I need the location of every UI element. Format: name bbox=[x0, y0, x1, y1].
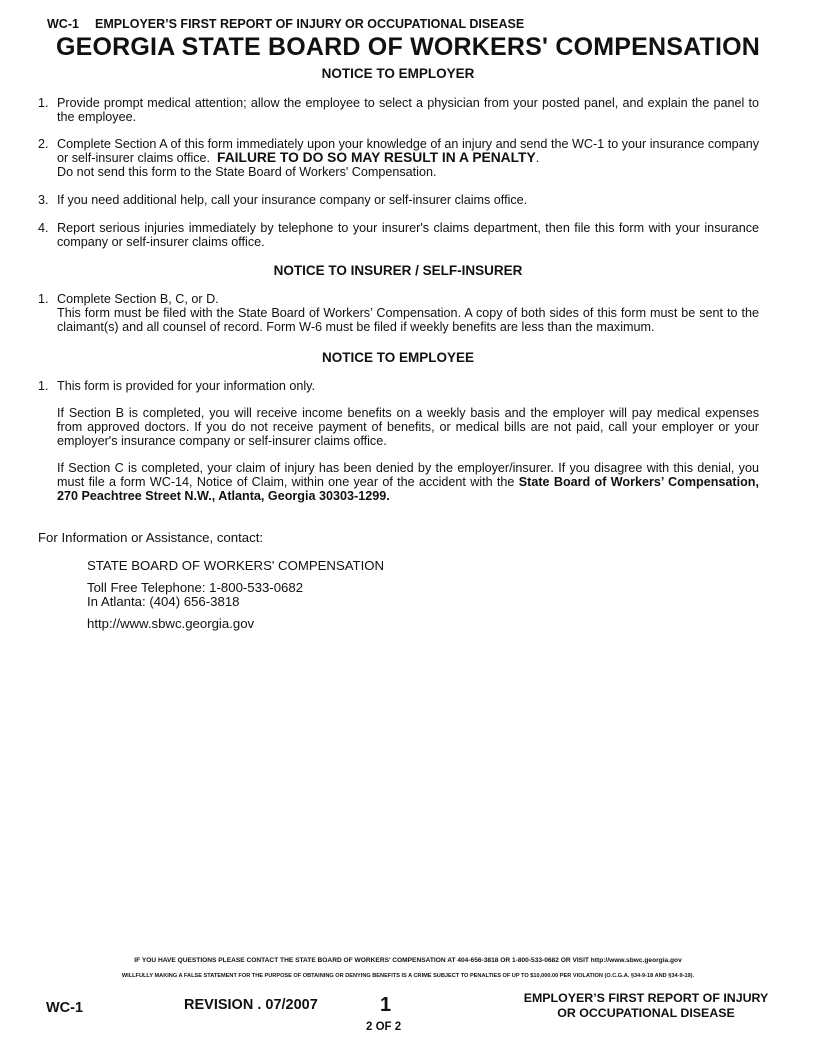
section-b-paragraph: If Section B is completed, you will receive income benefits on a weekly basis and the employer will pay medical expenses from approved doctors. If you do not receive payment of benefits, or medical bills are not paid, call your employer or your employer's insurance company or self-insurer claims office. bbox=[57, 406, 759, 448]
contact-atlanta: In Atlanta: (404) 656-3818 bbox=[87, 594, 240, 609]
form-code: WC-1 bbox=[47, 17, 79, 31]
item-number: 1. bbox=[38, 379, 49, 393]
item-number: 3. bbox=[38, 193, 49, 207]
item-text: If you need additional help, call your insurance company or self-insurer claims office. bbox=[57, 193, 528, 207]
item-number: 2. bbox=[38, 137, 49, 151]
section-c-text: If Section C is completed, your claim of injury has been denied by the employer/insurer. If you disagree with this denial, you must file a form WC-14, Notice of Claim, within one year of the accident with the bbox=[57, 461, 759, 489]
insurer-line-2: This form must be filed with the State Board of Workers’ Compensation. A copy of both sides of this form must be sent to the claimant(s) and all counsel of record. Form W-6 must be filed if weekly benefits are less than the maximum. bbox=[57, 306, 759, 334]
item-text-a: Complete Section A of this form immediately upon your knowledge of an injury and send the WC-1 to your insurance company or self-insurer claims office. bbox=[57, 137, 759, 165]
item-text bbox=[57, 292, 759, 334]
footer-revision: REVISION . 07/2007 bbox=[184, 997, 318, 1013]
item-number: 4. bbox=[38, 221, 49, 235]
board-address: State Board of Workers’ Compensation, 270 Peachtree Street N.W., Atlanta, Georgia 30303-1299. bbox=[57, 475, 759, 503]
footer-page-of: 2 OF 2 bbox=[366, 1021, 402, 1033]
footer-title-line-1: EMPLOYER’S FIRST REPORT OF INJURY bbox=[523, 991, 769, 1005]
penalty-warning: FAILURE TO DO SO MAY RESULT IN A PENALTY bbox=[217, 150, 536, 165]
item-text bbox=[57, 137, 759, 179]
item-number: 1. bbox=[38, 96, 49, 110]
questions-footnote: IF YOU HAVE QUESTIONS PLEASE CONTACT THE STATE BOARD OF WORKERS’ COMPENSATION AT 404-656-3818 OR 1-800-533-0682 OR VISIT http://www.sbwc.georgia.gov bbox=[134, 957, 682, 964]
footer-page-number: 1 bbox=[380, 994, 392, 1016]
insurer-notice-heading: NOTICE TO INSURER / SELF-INSURER bbox=[273, 263, 523, 278]
agency-title: GEORGIA STATE BOARD OF WORKERS' COMPENSATION bbox=[55, 33, 761, 61]
item-text: Report serious injuries immediately by telephone to your insurer's claims department, then file this form with your insurance company or self-insurer claims office. bbox=[57, 221, 759, 249]
section-c-paragraph bbox=[57, 461, 759, 503]
footer-title bbox=[510, 991, 782, 1021]
contact-tollfree: Toll Free Telephone: 1-800-533-0682 bbox=[87, 580, 304, 595]
false-statement-warning: WILLFULLY MAKING A FALSE STATEMENT FOR THE PURPOSE OF OBTAINING OR DENYING BENEFITS IS A CRIME SUBJECT TO PENALTIES OF UP TO $10,000.00 PER VIOLATION (O.C.G.A. §34-9-18 AND §34-9-19). bbox=[121, 973, 695, 979]
insurer-line-1: Complete Section B, C, or D. bbox=[57, 292, 219, 306]
form-name: EMPLOYER’S FIRST REPORT OF INJURY OR OCCUPATIONAL DISEASE bbox=[95, 17, 525, 31]
item-text: Provide prompt medical attention; allow the employee to select a physician from your posted panel, and explain the panel to the employee. bbox=[57, 96, 759, 124]
footer-title-line-2: OR OCCUPATIONAL DISEASE bbox=[557, 1006, 735, 1020]
footer-form-code: WC-1 bbox=[46, 1000, 84, 1016]
employee-notice-heading: NOTICE TO EMPLOYEE bbox=[321, 350, 475, 365]
item-number: 1. bbox=[38, 292, 49, 306]
item-text-c: Do not send this form to the State Board of Workers' Compensation. bbox=[57, 165, 437, 179]
employer-notice-heading: NOTICE TO EMPLOYER bbox=[321, 66, 475, 81]
item-text-b: . bbox=[535, 151, 540, 165]
contact-url[interactable]: http://www.sbwc.georgia.gov bbox=[87, 616, 255, 631]
contact-org: STATE BOARD OF WORKERS' COMPENSATION bbox=[87, 558, 385, 573]
contact-intro: For Information or Assistance, contact: bbox=[38, 530, 264, 545]
item-text: This form is provided for your information only. bbox=[57, 379, 316, 393]
